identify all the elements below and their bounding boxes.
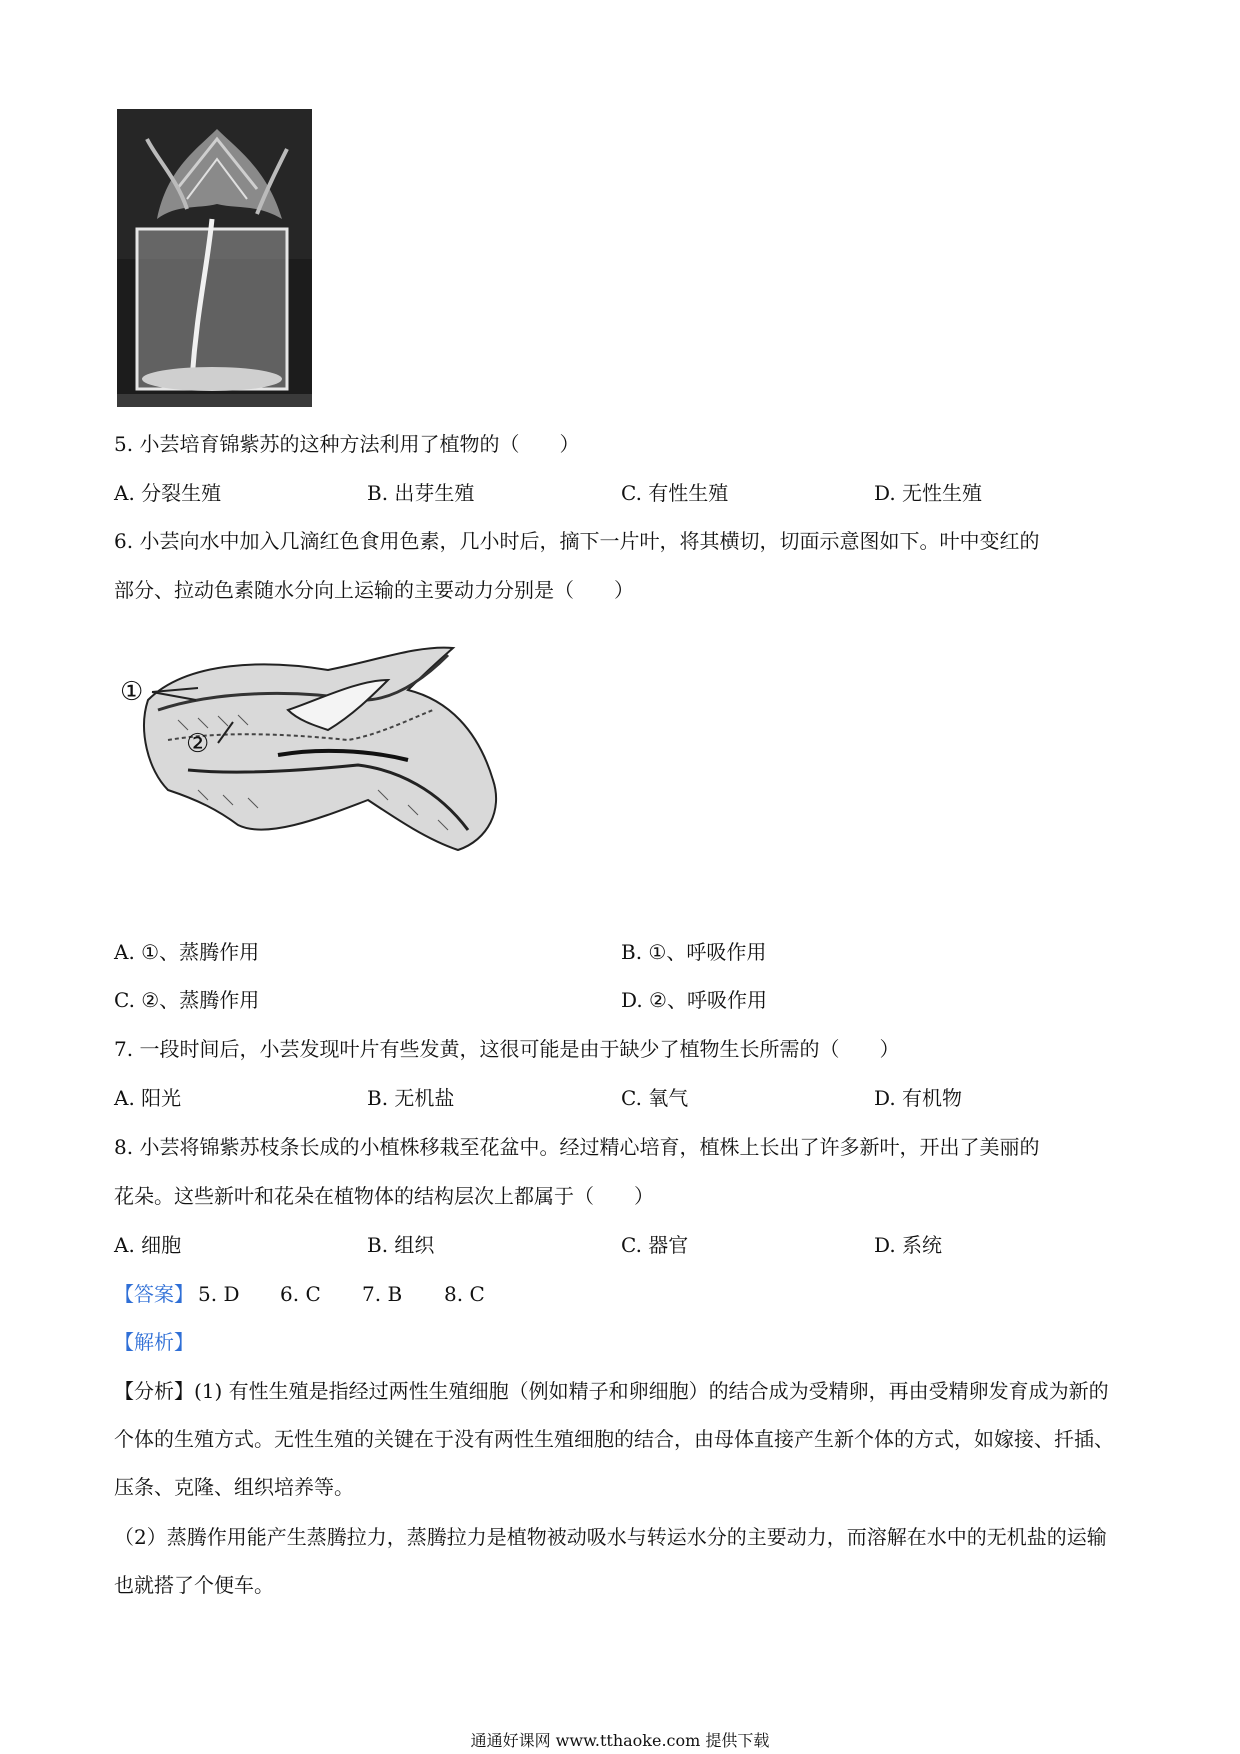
answer-6: 6. C — [280, 1282, 321, 1306]
answer-5: 5. D — [198, 1282, 240, 1306]
page-footer: 通通好课网 www.tthaoke.com 提供下载 — [470, 1731, 770, 1750]
answer-label: 【答案】 — [114, 1282, 194, 1306]
option-a: A. ①、蒸腾作用 — [114, 940, 260, 964]
option-b: B. ①、呼吸作用 — [621, 940, 767, 964]
analysis-paragraph-2: （2）蒸腾作用能产生蒸腾拉力，蒸腾拉力是植物被动吸水与转运水分的主要动力，而溶解在水中的无机盐的运输也就搭了个便车。 — [114, 1525, 1107, 1597]
option-d: D. 无性生殖 — [874, 481, 983, 505]
option-b: B. 无机盐 — [367, 1086, 455, 1110]
option-d: D. 有机物 — [874, 1086, 963, 1110]
option-c: C. ②、蒸腾作用 — [114, 988, 260, 1012]
option-a: A. 分裂生殖 — [114, 481, 222, 505]
answer-7: 7. B — [362, 1282, 403, 1306]
question-5-stem: 5. 小芸培育锦紫苏的这种方法利用了植物的（ ） — [114, 432, 580, 456]
question-8-stem-line2: 花朵。这些新叶和花朵在植物体的结构层次上都属于（ ） — [114, 1184, 654, 1208]
question-7-stem: 7. 一段时间后，小芸发现叶片有些发黄，这很可能是由于缺少了植物生长所需的（ ） — [114, 1037, 900, 1061]
question-8-stem-line1: 8. 小芸将锦紫苏枝条长成的小植株移栽至花盆中。经过精心培育，植株上长出了许多新叶，开出了美丽的 — [114, 1135, 1040, 1159]
analysis-paragraph-1: 【分析】(1) 有性生殖是指经过两性生殖细胞（例如精子和卵细胞）的结合成为受精卵，再由受精卵发育成为新的个体的生殖方式。无性生殖的关键在于没有两性生殖细胞的结合，由母体直接产生新个体的方式，如嫁接、扦插、压条、克隆、组织培养等。 — [114, 1379, 1114, 1499]
question-6-stem-line2: 部分、拉动色素随水分向上运输的主要动力分别是（ ） — [114, 578, 634, 602]
leaf-cross-section-diagram — [120, 640, 568, 858]
option-b: B. 组织 — [367, 1233, 435, 1257]
option-b: B. 出芽生殖 — [367, 481, 475, 505]
option-c: C. 器官 — [621, 1233, 689, 1257]
plant-in-glass-photo — [117, 109, 312, 407]
label-2: ② — [186, 729, 210, 759]
option-d: D. ②、呼吸作用 — [621, 988, 767, 1012]
option-c: C. 氧气 — [621, 1086, 689, 1110]
option-a: A. 细胞 — [114, 1233, 182, 1257]
label-1: ① — [120, 677, 144, 707]
option-c: C. 有性生殖 — [621, 481, 729, 505]
question-6-stem-line1: 6. 小芸向水中加入几滴红色食用色素，几小时后，摘下一片叶，将其横切，切面示意图如下。叶中变红的 — [114, 529, 1040, 553]
analysis-label: 【解析】 — [114, 1330, 194, 1354]
option-a: A. 阳光 — [114, 1086, 182, 1110]
option-d: D. 系统 — [874, 1233, 943, 1257]
answer-8: 8. C — [444, 1282, 485, 1306]
